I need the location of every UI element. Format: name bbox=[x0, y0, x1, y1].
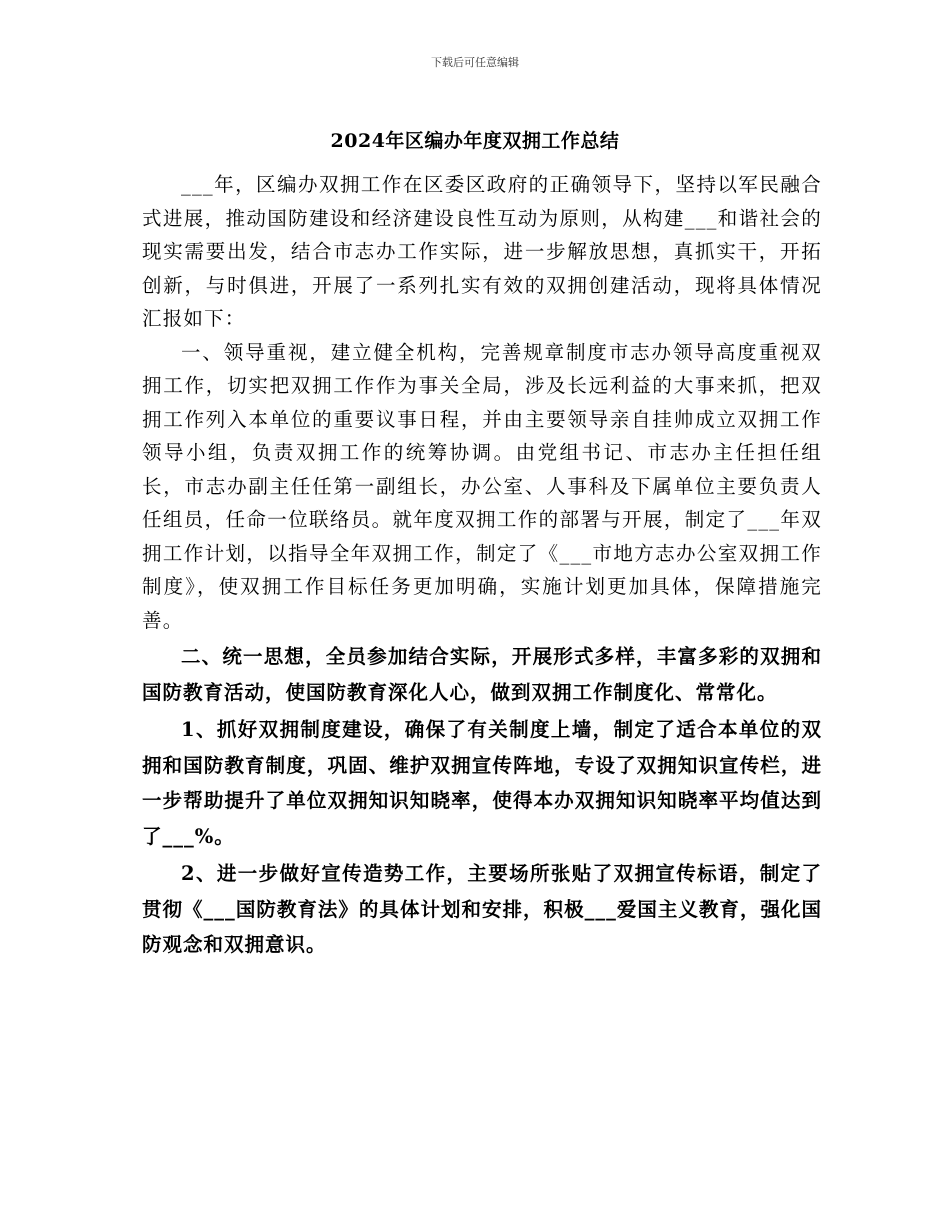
paragraph-item-1: 1、抓好双拥制度建设，确保了有关制度上墙，制定了适合本单位的双拥和国防教育制度，巩固、维护双拥宣传阵地，专设了双拥知识宣传栏，进一步帮助提升了单位双拥知识知晓率，使得本办双拥知识知晓率平均值达到了___%。 bbox=[142, 718, 822, 848]
document-body bbox=[142, 168, 822, 963]
paragraph-item-2: 2、进一步做好宣传造势工作，主要场所张贴了双拥宣传标语，制定了贯彻《___国防教育法》的具体计划和安排，积极___爱国主义教育，强化国防观念和双拥意识。 bbox=[142, 862, 822, 956]
document-title: 2024年区编办年度双拥工作总结 bbox=[330, 130, 620, 152]
paragraph-section-1: 一、领导重视，建立健全机构，完善规章制度市志办领导高度重视双拥工作，切实把双拥工作作为事关全局，涉及长远利益的大事来抓，把双拥工作列入本单位的重要议事日程，并由主要领导亲自挂帅成立双拥工作领导小组，负责双拥工作的统筹协调。由党组书记、市志办主任担任组长，市志办副主任任第一副组长，办公室、人事科及下属单位主要负责人任组员，任命一位联络员。就年度双拥工作的部署与开展，制定了___年双拥工作计划，以指导全年双拥工作，制定了《___市地方志办公室双拥工作制度》，使双拥工作目标任务更加明确，实施计划更加具体，保障措施完善。 bbox=[142, 340, 822, 632]
header-note: 下载后可任意编辑 bbox=[431, 56, 519, 69]
paragraph-section-2: 二、统一思想，全员参加结合实际，开展形式多样，丰富多彩的双拥和国防教育活动，使国防教育深化人心，做到双拥工作制度化、常常化。 bbox=[142, 645, 822, 704]
paragraph-intro: ___年，区编办双拥工作在区委区政府的正确领导下，坚持以军民融合式进展，推动国防建设和经济建设良性互动为原则，从构建___和谐社会的现实需要出发，结合市志办工作实际，进一步解放思想，真抓实干，开拓创新，与时俱进，开展了一系列扎实有效的双拥创建活动，现将具体情况汇报如下： bbox=[142, 173, 822, 330]
